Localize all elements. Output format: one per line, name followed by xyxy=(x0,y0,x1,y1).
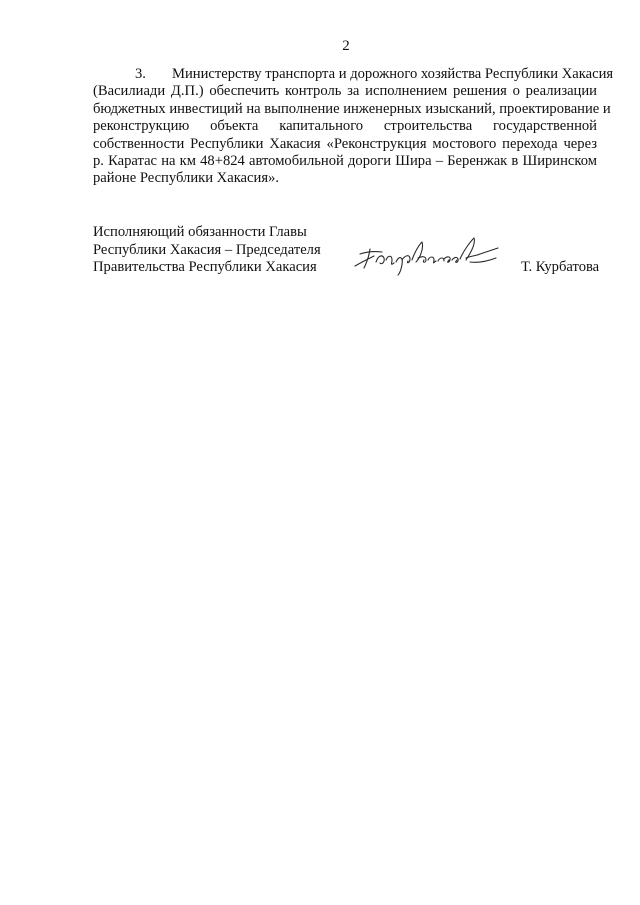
handwritten-signature xyxy=(352,232,502,276)
paragraph-line xyxy=(93,66,614,83)
signatory-title-line: Исполняющий обязанности Главы xyxy=(93,224,307,240)
paragraph-line: бюджетных инвестиций на выполнение инженерных изысканий, проектирование и xyxy=(93,100,611,117)
signatory-name: Т. Курбатова xyxy=(521,259,600,275)
signatory-title-line: Правительства Республики Хакасия xyxy=(93,259,317,276)
paragraph-line: р. Каратас на км 48+824 автомобильной дороги Шира – Беренжак в Ширинском xyxy=(93,153,597,170)
paragraph-line: реконструкцию объекта капитального строительства государственной xyxy=(93,118,597,135)
paragraph-line: собственности Республики Хакасия «Реконструкция мостового перехода через xyxy=(93,135,597,152)
page-number: 2 xyxy=(342,38,350,54)
paragraph-item-3 xyxy=(93,66,614,188)
paragraph-line: районе Республики Хакасия». xyxy=(93,170,279,187)
paragraph-line: (Василиади Д.П.) обеспечить контроль за исполнением решения о реализации xyxy=(93,83,597,100)
signatory-title xyxy=(93,224,321,277)
signatory-title-line: Республики Хакасия – Председателя xyxy=(93,241,321,258)
item-number: 3. xyxy=(135,66,146,82)
paragraph-line-text: Министерству транспорта и дорожного хозяйства Республики Хакасия xyxy=(172,66,614,82)
